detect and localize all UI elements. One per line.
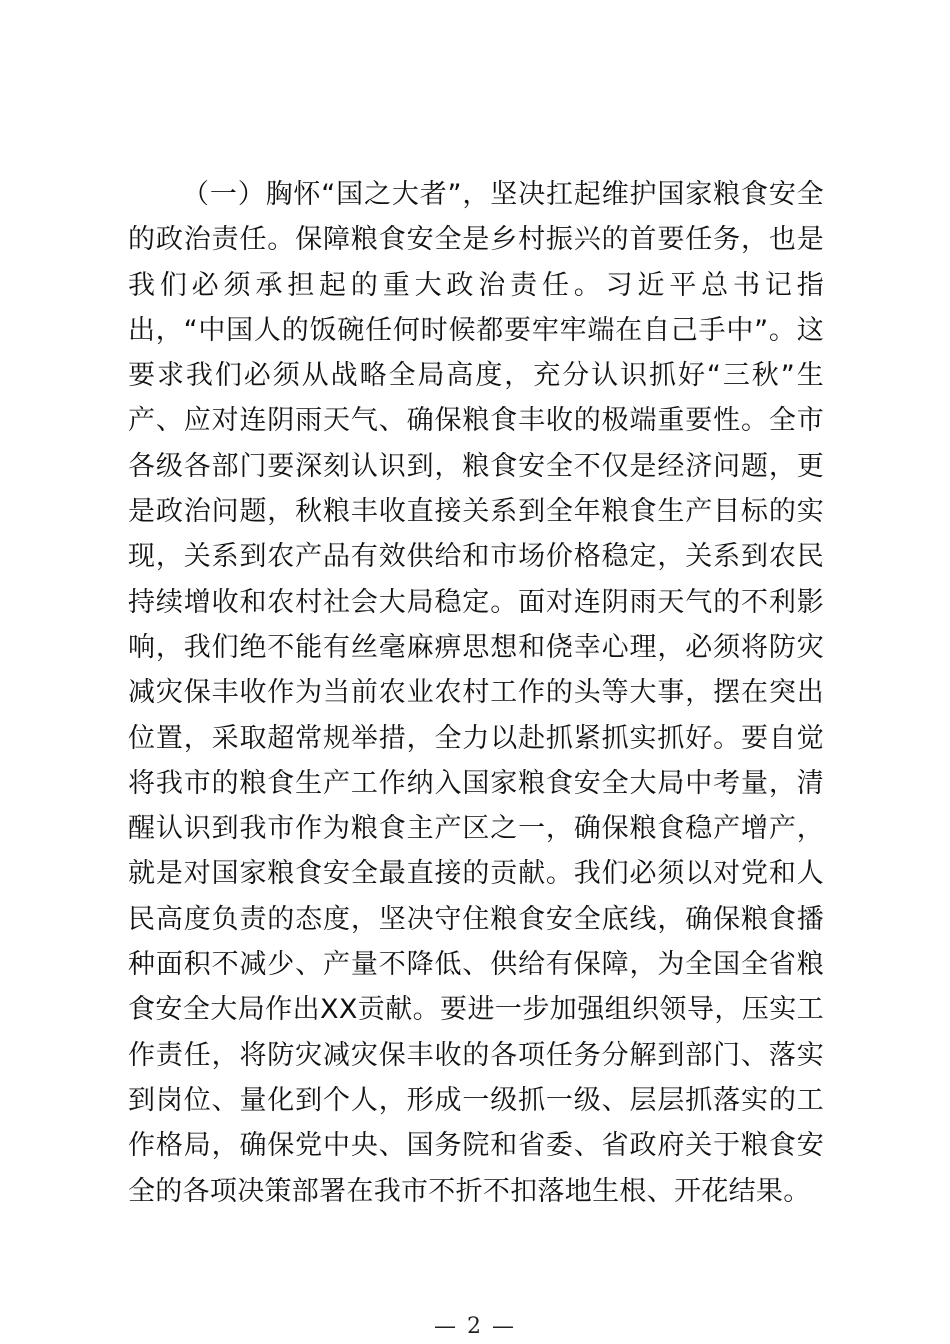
page-number: — 2 — [434,1314,516,1339]
body-paragraph: （一）胸怀“国之大者”，坚决扛起维护国家粮食安全的政治责任。保障粮食安全是乡村振兴的首要任务，也是我们必须承担起的重大政治责任。习近平总书记指出，“中国人的饭碗任何时候都要牢牢端在自己手中”。这要求我们必须从战略全局高度，充分认识抓好“三秋”生产、应对连阴雨天气、确保粮食丰收的极端重要性。全市各级各部门要深刻认识到，粮食安全不仅是经济问题，更是政治问题，秋粮丰收直接关系到全年粮食生产目标的实现，关系到农产品有效供给和市场价格稳定，关系到农民持续增收和农村社会大局稳定。面对连阴雨天气的不利影响，我们绝不能有丝毫麻痹思想和侥幸心理，必须将防灾减灾保丰收作为当前农业农村工作的头等大事，摆在突出位置，采取超常规举措，全力以赴抓紧抓实抓好。要自觉将我市的粮食生产工作纳入国家粮食安全大局中考量，清醒认识到我市作为粮食主产区之一，确保粮食稳产增产，就是对国家粮食安全最直接的贡献。我们必须以对党和人民高度负责的态度，坚决守住粮食安全底线，确保粮食播种面积不减少、产量不降低、供给有保障，为全国全省粮食安全大局作出XX贡献。要进一步加强组织领导，压实工作责任，将防灾减灾保丰收的各项任务分解到部门、落实到岗位、量化到个人，形成一级抓一级、层层抓落实的工作格局，确保党中央、国务院和省委、省政府关于粮食安全的各项决策部署在我市不折不扣落地生根、开花结果。 [128,179,824,1207]
